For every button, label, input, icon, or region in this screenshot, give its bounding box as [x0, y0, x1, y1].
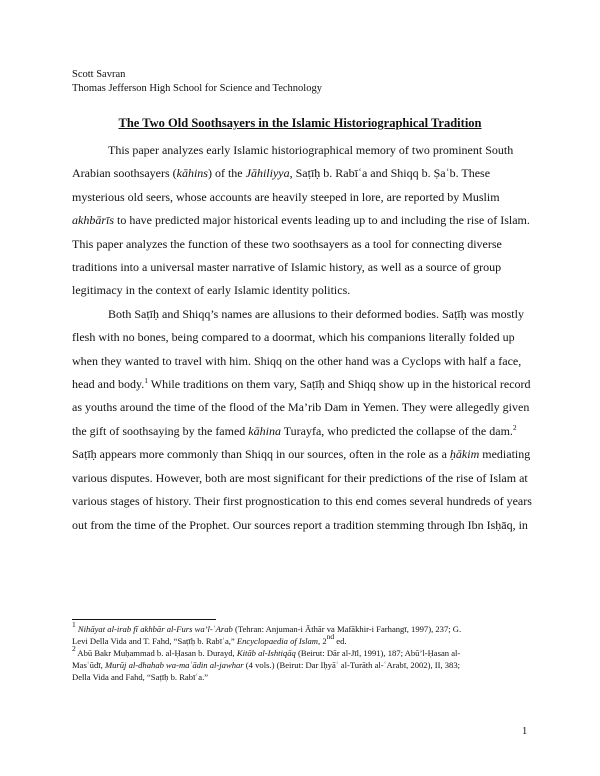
body-line: as youths around the time of the flood of the Ma’rib Dam in Yemen. They were allegedly given: [72, 400, 530, 415]
body-line: flesh with no bones, being compared to a doormat, which his companions literally folded up: [72, 330, 515, 345]
author-institution: Thomas Jefferson High School for Science and Technology: [72, 83, 322, 94]
body-line: various stages of history. Their first prognostication to this end comes several hundreds of years: [72, 494, 532, 509]
body-line: legitimacy in the context of early Islamic identity politics.: [72, 283, 351, 298]
body-line: Arabian soothsayers (kāhins) of the Jāhiliyya, Saṭīḥ b. Rabīʿa and Shiqq b. Ṣaʿb. These: [72, 166, 491, 181]
body-line: This paper analyzes the function of these two soothsayers as a tool for connecting diverse: [72, 236, 502, 251]
footnote-ref-2[interactable]: 2: [512, 422, 517, 432]
body-line: various disputes. However, both are most significant for their predictions of the rise of Islam at: [72, 470, 528, 485]
body-line: This paper analyzes early Islamic historiographical memory of two prominent South: [108, 143, 514, 157]
body-line: Saṭīḥ appears more commonly than Shiqq in our sources, often in the role as a ḥākim mediating: [72, 447, 531, 462]
footnote-ref-1[interactable]: 1: [144, 376, 148, 386]
paper-title: [0, 116, 600, 131]
body-text: [72, 139, 532, 537]
footnote-divider: [72, 619, 216, 620]
body-line: out from the time of the Prophet. Our sources report a tradition stemming through Ibn Isḥāq, in: [72, 517, 528, 532]
body-line: mysterious old seers, whose accounts are heavily steeped in lore, are reported by Muslim: [72, 189, 500, 204]
body-line: head and body.$^1$ While traditions on them vary, Saṭīḥ and Shiqq show up in the historical record: [72, 376, 531, 392]
paragraph-1: [72, 139, 528, 303]
author-name: Scott Savran: [72, 69, 126, 80]
body-line: when they wanted to travel with him. Shiqq on the other hand was a Cyclops with half a face,: [72, 353, 522, 368]
footnote-2: $^2$ Abū Bakr Muḥammad b. al-Ḥasan b. Durayd, Kitāb al-Ishtiqāq (Beirut: Dār al-Jīl, 1991), 187; Abū’l-Ḥasan al- Masʿūdī, Murūj al-dhahab wa-maʿādin al-jawhar (4 vols.) (Beirut: Dar Iḥyāʾ al-Turāth al-ʿArabī, 2002), II, 383; Della Vida and Fahd, “Saṭīḥ b. Rabīʿa.”: [72, 644, 461, 682]
author-block: [72, 68, 322, 96]
body-line: the gift of soothsaying by the famed kāhina Turayfa, who predicted the collapse of the dam.$^2$: [72, 422, 517, 438]
footnote-1: $^1$ Nihāyat al-irab fī akhbār al-Furs wa’l-ʿArab (Tehran: Anjuman-i Āthār va Mafākhir-i Farhangī, 1997), 237; G. Levi Della Vida and T. Fahd, “Saṭīḥ b. Rabīʿa,” Encyclopaedia of Islam, 2nd ed.: [72, 620, 462, 646]
body-line: Both Saṭīḥ and Shiqq’s names are allusions to their deformed bodies. Saṭīḥ was mostly: [108, 306, 524, 321]
page-number: 1: [522, 726, 528, 737]
body-line: traditions into a universal master narrative of Islamic history, as well as a source of group: [72, 260, 502, 275]
footnotes: [72, 620, 528, 683]
body-line: akhbārīs to have predicted major historical events leading up to and including the rise of Islam.: [72, 213, 530, 228]
paragraph-2: [72, 303, 532, 537]
paper-title-text: The Two Old Soothsayers in the Islamic Historiographical Tradition: [118, 116, 482, 130]
